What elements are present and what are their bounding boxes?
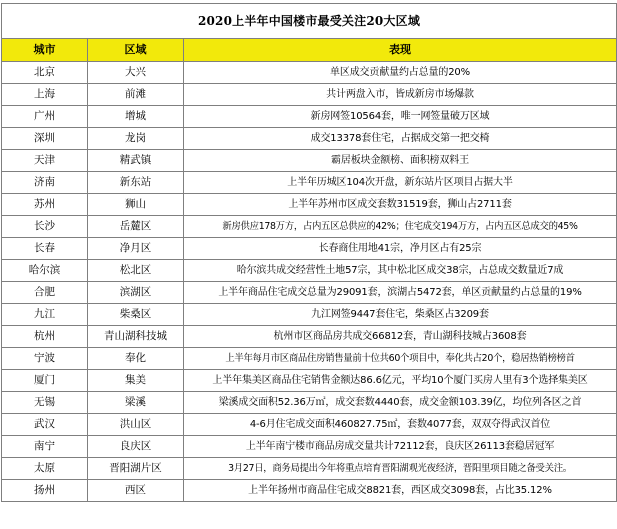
ranking-table xyxy=(1,3,617,502)
performance-cell: 上半年历城区104次开盘，新东站片区项目占据大半 xyxy=(184,172,617,194)
table-row xyxy=(2,194,617,216)
performance-cell: 杭州市区商品房共成交66812套，青山湖科技城占3608套 xyxy=(184,326,617,348)
table-row xyxy=(2,282,617,304)
table-row xyxy=(2,326,617,348)
table-row xyxy=(2,458,617,480)
table-row xyxy=(2,392,617,414)
region-cell: 洪山区 xyxy=(88,414,184,436)
performance-cell: 上半年南宁楼市商品房成交量共计72112套，良庆区26113套稳居冠军 xyxy=(184,436,617,458)
table-row xyxy=(2,370,617,392)
city-cell: 长春 xyxy=(2,238,88,260)
performance-cell: 哈尔滨共成交经营性土地57宗，其中松北区成交38宗，占总成交数量近7成 xyxy=(184,260,617,282)
region-cell: 龙岗 xyxy=(88,128,184,150)
table-row xyxy=(2,216,617,238)
performance-cell: 3月27日，商务局提出今年将重点培育晋阳湖观光夜经济，晋阳里项目随之备受关注。 xyxy=(184,458,617,480)
table-row xyxy=(2,128,617,150)
city-cell: 北京 xyxy=(2,62,88,84)
performance-cell: 新房供应178万方，占内五区总供应的42%；住宅成交194万方，占内五区总成交的45% xyxy=(184,216,617,238)
region-cell: 滨湖区 xyxy=(88,282,184,304)
region-cell: 奉化 xyxy=(88,348,184,370)
performance-cell: 共计两盘入市，皆成新房市场爆款 xyxy=(184,84,617,106)
region-cell: 西区 xyxy=(88,480,184,502)
table-row xyxy=(2,84,617,106)
city-cell: 扬州 xyxy=(2,480,88,502)
city-cell: 太原 xyxy=(2,458,88,480)
region-cell: 集美 xyxy=(88,370,184,392)
region-cell: 岳麓区 xyxy=(88,216,184,238)
table-row xyxy=(2,172,617,194)
performance-cell: 霸居板块金额榜、面积榜双料王 xyxy=(184,150,617,172)
performance-cell: 九江网签9447套住宅，柴桑区占3209套 xyxy=(184,304,617,326)
performance-cell: 成交13378套住宅，占据成交第一把交椅 xyxy=(184,128,617,150)
region-cell: 梁溪 xyxy=(88,392,184,414)
city-cell: 济南 xyxy=(2,172,88,194)
performance-cell: 4-6月住宅成交面积460827.75㎡，套数4077套，双双夺得武汉首位 xyxy=(184,414,617,436)
region-cell: 前滩 xyxy=(88,84,184,106)
city-cell: 无锡 xyxy=(2,392,88,414)
region-cell: 柴桑区 xyxy=(88,304,184,326)
table-row xyxy=(2,304,617,326)
city-cell: 天津 xyxy=(2,150,88,172)
performance-cell: 上半年扬州市商品住宅成交8821套，西区成交3098套，占比35.12% xyxy=(184,480,617,502)
performance-cell: 梁溪成交面积52.36万㎡，成交套数4440套，成交金额103.39亿，均位列各区之首 xyxy=(184,392,617,414)
city-cell: 长沙 xyxy=(2,216,88,238)
region-cell: 增城 xyxy=(88,106,184,128)
header-city: 城市 xyxy=(2,39,88,62)
region-cell: 松北区 xyxy=(88,260,184,282)
city-cell: 九江 xyxy=(2,304,88,326)
table-row xyxy=(2,150,617,172)
table-row xyxy=(2,62,617,84)
city-cell: 苏州 xyxy=(2,194,88,216)
region-cell: 精武镇 xyxy=(88,150,184,172)
title-row xyxy=(2,4,617,39)
region-cell: 大兴 xyxy=(88,62,184,84)
region-cell: 狮山 xyxy=(88,194,184,216)
table-row xyxy=(2,238,617,260)
city-cell: 南宁 xyxy=(2,436,88,458)
header-performance: 表现 xyxy=(184,39,617,62)
performance-cell: 长春商住用地41宗，净月区占有25宗 xyxy=(184,238,617,260)
performance-cell: 上半年苏州市区成交套数31519套，狮山占2711套 xyxy=(184,194,617,216)
region-cell: 良庆区 xyxy=(88,436,184,458)
region-cell: 新东站 xyxy=(88,172,184,194)
table-row xyxy=(2,436,617,458)
performance-cell: 上半年商品住宅成交总量为29091套，滨湖占5472套，单区贡献量约占总量的19% xyxy=(184,282,617,304)
city-cell: 深圳 xyxy=(2,128,88,150)
city-cell: 合肥 xyxy=(2,282,88,304)
table-row xyxy=(2,106,617,128)
region-cell: 晋阳湖片区 xyxy=(88,458,184,480)
city-cell: 杭州 xyxy=(2,326,88,348)
header-row xyxy=(2,39,617,62)
table-row xyxy=(2,414,617,436)
city-cell: 厦门 xyxy=(2,370,88,392)
city-cell: 哈尔滨 xyxy=(2,260,88,282)
region-cell: 净月区 xyxy=(88,238,184,260)
header-region: 区域 xyxy=(88,39,184,62)
table-title: 2020上半年中国楼市最受关注20大区域 xyxy=(2,4,617,39)
table-row xyxy=(2,260,617,282)
performance-cell: 上半年集美区商品住宅销售金额达86.6亿元，平均10个厦门买房人里有3个选择集美区 xyxy=(184,370,617,392)
table-row xyxy=(2,348,617,370)
city-cell: 上海 xyxy=(2,84,88,106)
region-cell: 青山湖科技城 xyxy=(88,326,184,348)
city-cell: 宁波 xyxy=(2,348,88,370)
table-row xyxy=(2,480,617,502)
performance-cell: 新房网签10564套，唯一网签量破万区域 xyxy=(184,106,617,128)
performance-cell: 单区成交贡献量约占总量的20% xyxy=(184,62,617,84)
city-cell: 广州 xyxy=(2,106,88,128)
city-cell: 武汉 xyxy=(2,414,88,436)
performance-cell: 上半年每月市区商品住房销售量前十位共60个项目中，奉化共占20个，稳居热销榜榜首 xyxy=(184,348,617,370)
